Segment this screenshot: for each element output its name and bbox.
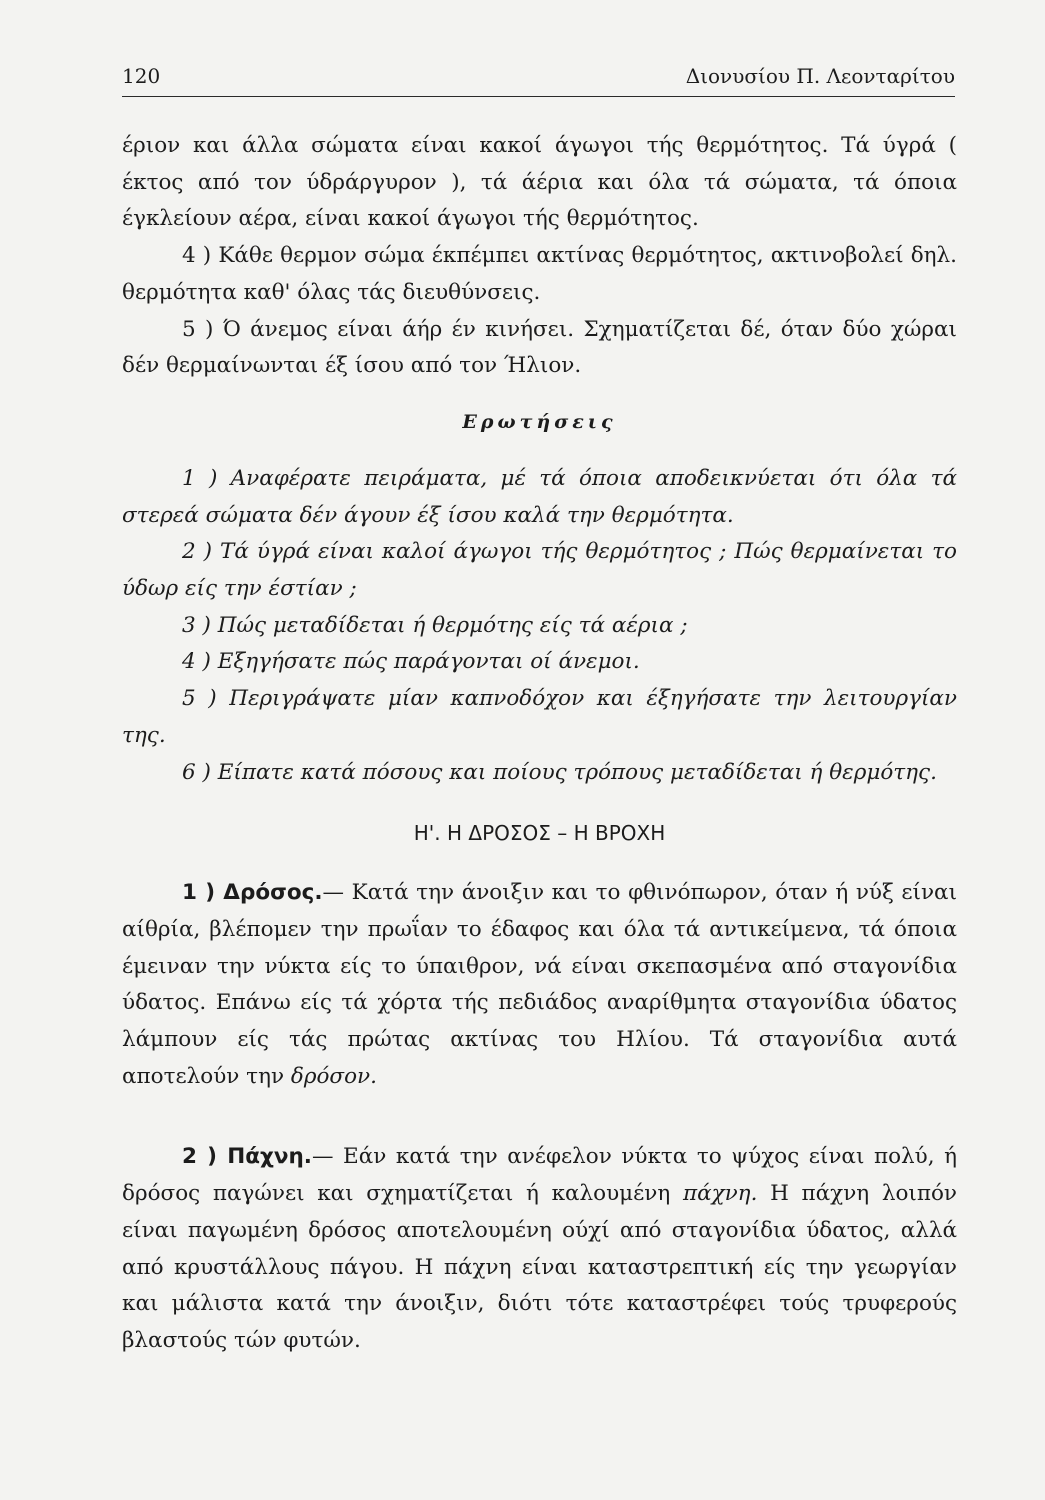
drosos-end: δρόσον. [290,1063,377,1089]
pachni-text-2: Η πάχνη λοιπόν είναι παγωμένη δρόσος αποτελουμένη ούχί από σταγονίδια ύδατος, αλλά από κρυστάλλους πάγου. Η πάχνη είναι καταστρεπτική είς την γεωργίαν και μάλιστα κατά την άνοιξιν, διότι τότε καταστρέφει τούς τρυφερούς βλαστούς τών φυτών. [122,1181,957,1353]
question-2: 2 ) Τά ύγρά είναι καλοί άγωγοι τής θερμότητος ; Πώς θερμαίνεται το ύδωρ είς την έστίαν ; [122,539,957,602]
drosos-text: — Κατά την άνοιξιν και το φθινόπωρον, όταν ή νύξ είναι αίθρία, βλέπομεν την πρωΐαν το έδαφος και όλα τά αντικείμενα, τά όποια έμειναν την νύκτα είς το ύπαιθρον, νά είναι σκεπασμένα από σταγονίδια ύδατος. Επάνω είς τά χόρτα τής πεδιάδος αναρίθμητα σταγονίδια ύδατος λάμπουν είς τάς πρώτας ακτίνας του Ηλίου. Τά σταγονίδια αυτά αποτελούν την [122,880,958,1089]
question-6: 6 ) Είπατε κατά πόσους και ποίους τρόπους μεταδίδεται ή θερμότης. [182,759,937,785]
intro-paragraph-2: 4 ) Κάθε θερμον σώμα έκπέμπει ακτίνας θερμότητος, ακτινοβολεί δηλ. θερμότητα καθ' όλας τάς διευθύνσεις. [122,243,957,305]
pachni-term: 2 ) Πάχνη. [182,1144,312,1170]
page-header [122,60,955,97]
questions-title: Ερωτήσεις [462,410,617,433]
intro-paragraph-3: 5 ) Ό άνεμος είναι άήρ έν κινήσει. Σχηματίζεται δέ, όταν δύο χώραι δέν θερμαίνωνται έξ ίσου από τον Ήλιον. [122,316,957,379]
drosos-term: 1 ) Δρόσος. [182,880,323,906]
running-head: Διονυσίου Π. Λεονταρίτου [685,64,955,88]
paragraph-gap [122,1095,957,1139]
page-number: 120 [122,64,161,88]
drosos-paragraph [122,875,957,1095]
pachni-paragraph [122,1139,957,1359]
questions-list [122,461,957,791]
question-1: 1 ) Αναφέρατε πειράματα, μέ τά όποια αποδεικνύεται ότι όλα τά στερεά σώματα δέν άγουν έξ ίσου καλά την θερμότητα. [122,465,957,528]
question-5: 5 ) Περιγράψατε μίαν καπνοδόχον και έξηγήσατε την λειτουργίαν της. [122,686,957,748]
page-body [122,128,957,1360]
pachni-text-1: — Εάν κατά την ανέφελον νύκτα το ψύχος είναι πολύ, ή δρόσος παγώνει και σχηματίζεται ή καλουμένη [122,1144,957,1207]
question-3: 3 ) Πώς μεταδίδεται ή θερμότης είς τά αέρια ; [182,612,688,638]
section-title: Η'. Η ΔΡΟΣΟΣ – Η ΒΡΟΧΗ [413,821,666,846]
pachni-word: πάχνη. [682,1181,758,1207]
question-4: 4 ) Εξηγήσατε πώς παράγονται οί άνεμοι. [182,649,640,675]
intro-paragraph-1: έριον και άλλα σώματα είναι κακοί άγωγοι τής θερμότητος. Τά ύγρά ( έκτος από τον ύδράργυρον ), τά άέρια και όλα τά σώματα, τά όποια έγκλείουν αέρα, είναι κακοί άγωγοι τής θερμότητος. [122,133,957,232]
